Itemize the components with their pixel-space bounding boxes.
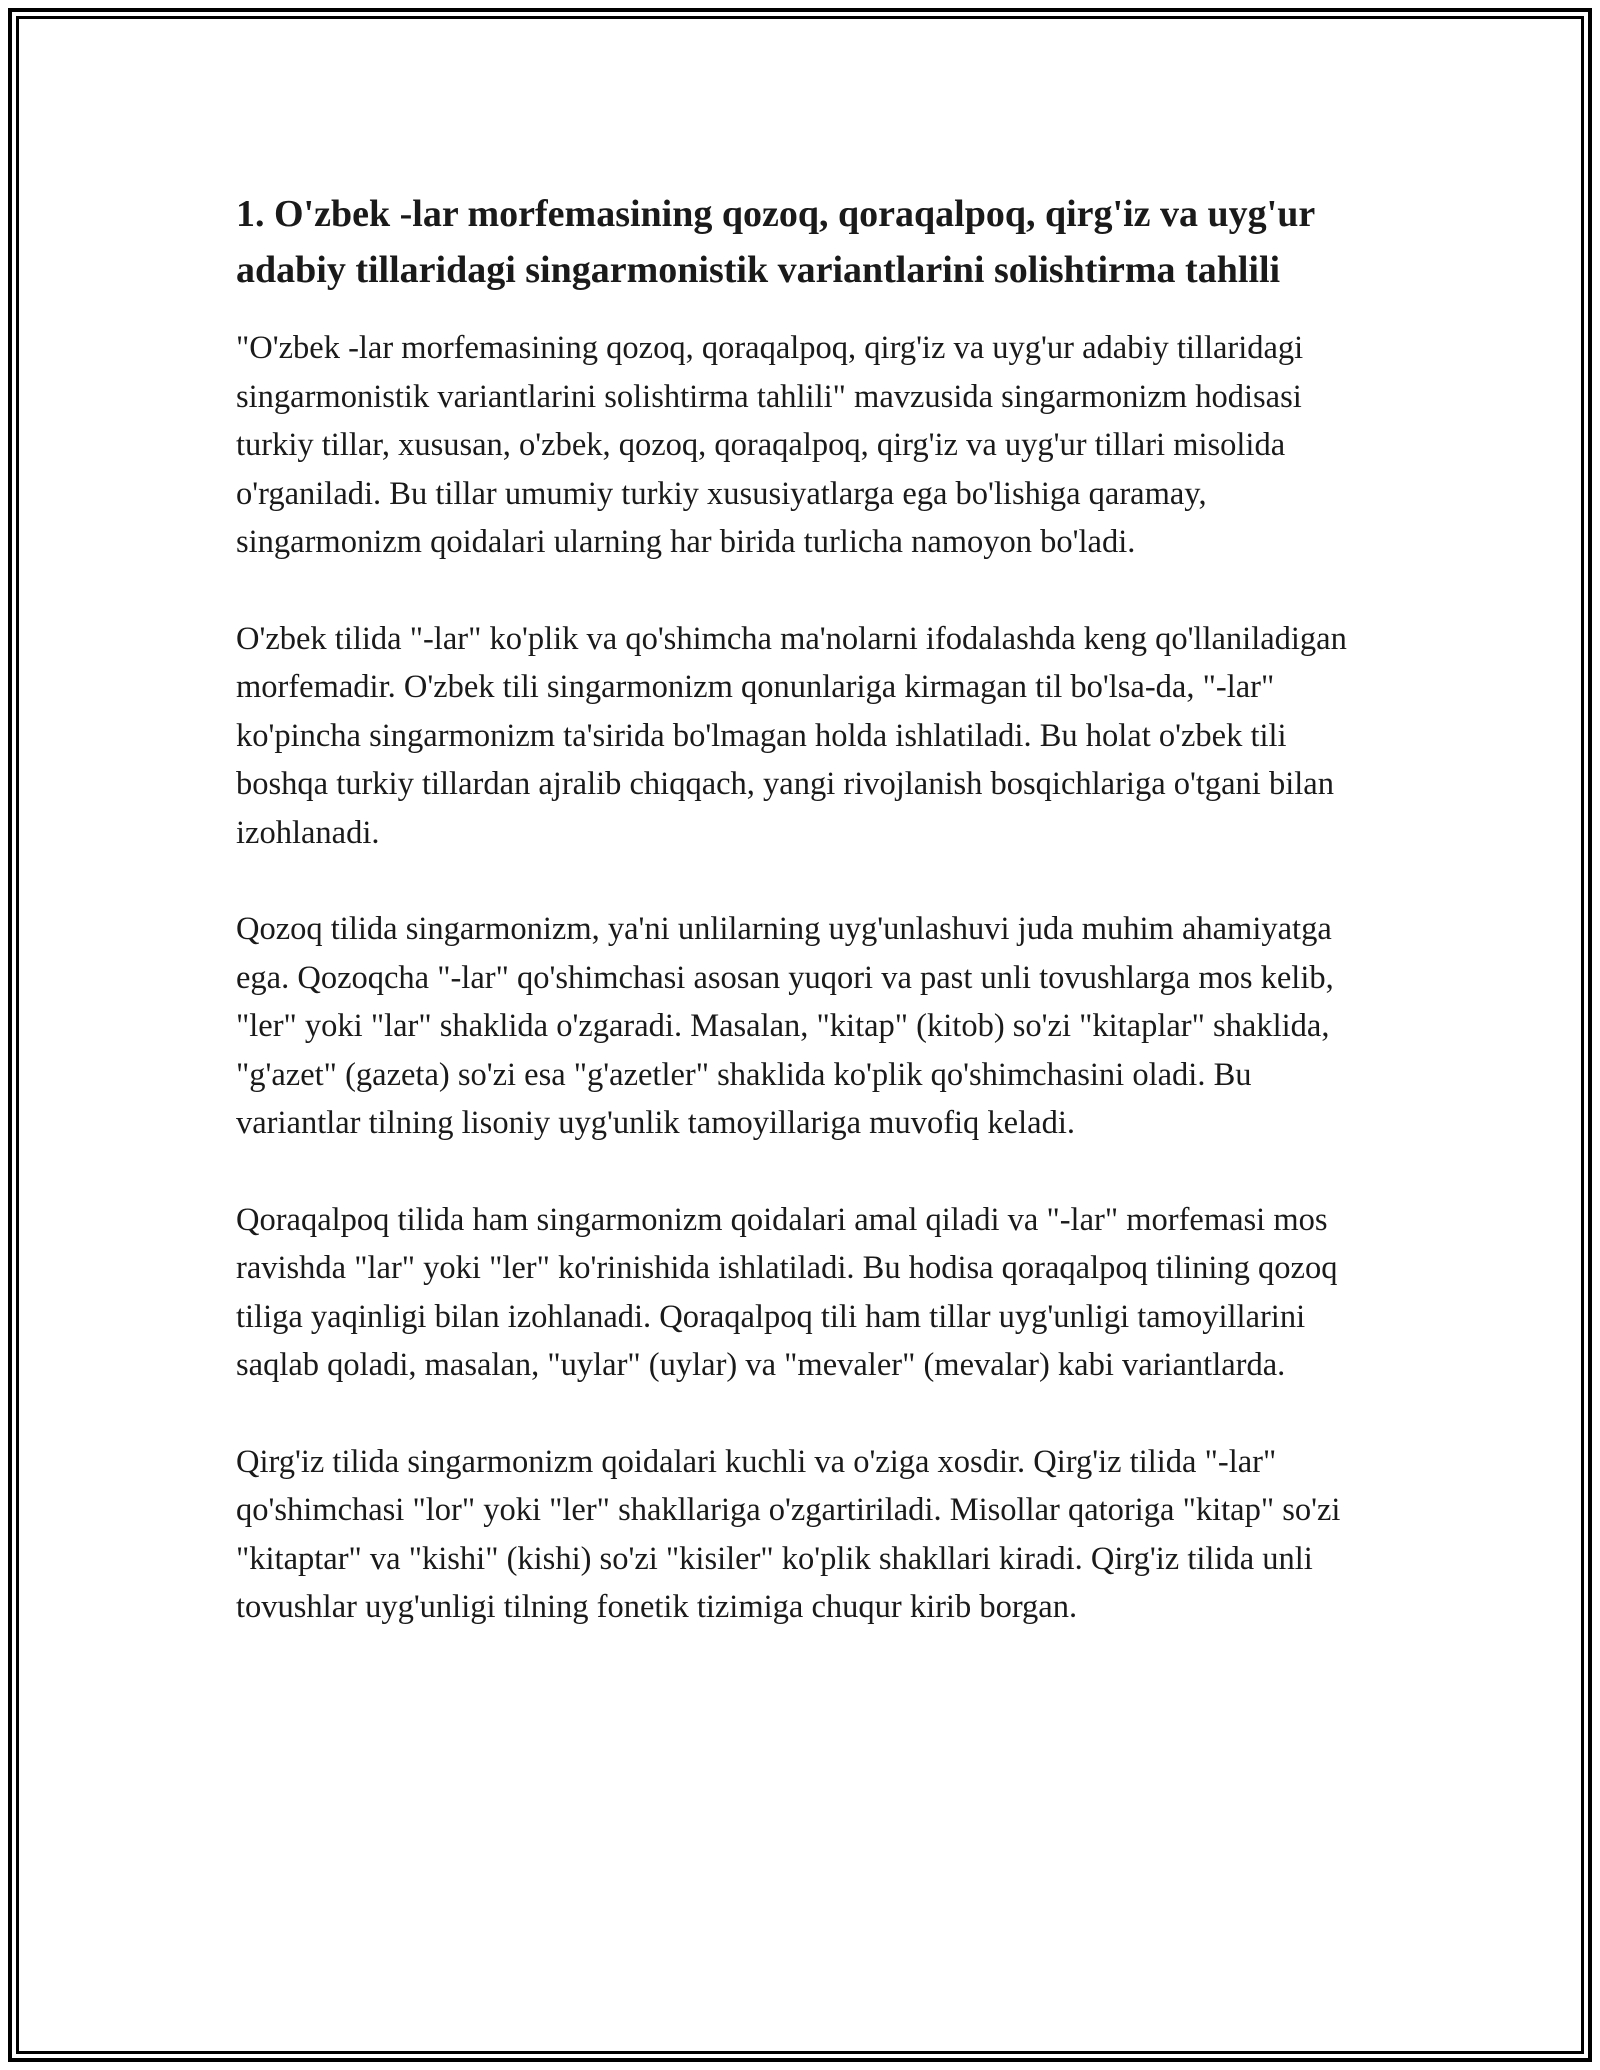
document-title: 1. O'zbek -lar morfemasining qozoq, qoraqalpoq, qirg'iz va uyg'ur adabiy tillaridagi singarmonistik variantlarini solishtirma tahlili (236, 193, 1315, 291)
document-body (236, 186, 1364, 1680)
paragraph-kyrgyz: Qirg'iz tilida singarmonizm qoidalari kuchli va o'ziga xosdir. Qirg'iz tilida "-lar" qo'shimchasi "lor" yoki "ler" shakllariga o'zgartiriladi. Misollar qatoriga "kitap" so'zi "kitaptar" va "kishi" (kishi) so'zi "kisiler" ko'plik shakllari kiradi. Qirg'iz tilida unli tovushlar uyg'unligi tilning fonetik tizimiga chuqur kirib borgan. (236, 1443, 1341, 1625)
paragraph-uzbek: O'zbek tilida "-lar" ko'plik va qo'shimcha ma'nolarni ifodalashda keng qo'llaniladigan morfemadir. O'zbek tili singarmonizm qonunlariga kirmagan til bo'lsa-da, "-lar" ko'pincha singarmonizm ta'sirida bo'lmagan holda ishlatiladi. Bu holat o'zbek tili boshqa turkiy tillardan ajralib chiqqach, yangi rivojlanish bosqichlariga o'tgani bilan izohlanadi. (236, 620, 1347, 851)
paragraph-karakalpak: Qoraqalpoq tilida ham singarmonizm qoidalari amal qiladi va "-lar" morfemasi mos ravishda "lar" yoki "ler" ko'rinishida ishlatiladi. Bu hodisa qoraqalpoq tilining qozoq tiliga yaqinligi bilan izohlanadi. Qoraqalpoq tili ham tillar uyg'unligi tamoyillarini saqlab qoladi, masalan, "uylar" (uylar) va "mevaler" (mevalar) kabi variantlarda. (236, 1201, 1338, 1383)
paragraph-kazakh: Qozoq tilida singarmonizm, ya'ni unlilarning uyg'unlashuvi juda muhim ahamiyatga ega. Qozoqcha "-lar" qo'shimchasi asosan yuqori va past unli tovushlarga mos kelib, "ler" yoki "lar" shaklida o'zgaradi. Masalan, "kitap" (kitob) so'zi "kitaplar" shaklida, "g'azet" (gazeta) so'zi esa "g'azetler" shaklida ko'plik qo'shimchasini oladi. Bu variantlar tilning lisoniy uyg'unlik tamoyillariga muvofiq keladi. (236, 911, 1334, 1141)
paragraph-intro: "O'zbek -lar morfemasining qozoq, qoraqalpoq, qirg'iz va uyg'ur adabiy tillaridagi singarmonistik variantlarini solishtirma tahlili" mavzusida singarmonizm hodisasi turkiy tillar, xususan, o'zbek, qozoq, qoraqalpoq, qirg'iz va uyg'ur tillari misolida o'rganiladi. Bu tillar umumiy turkiy xususiyatlarga ega bo'lishiga qaramay, singarmonizm qoidalari ularning har birida turlicha namoyon bo'ladi. (236, 330, 1304, 560)
